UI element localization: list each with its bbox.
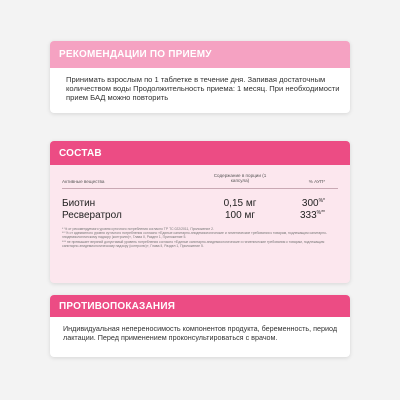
contraindications-card — [50, 295, 350, 357]
ingredient-percent: 300%* — [301, 197, 325, 209]
table-row — [50, 209, 350, 221]
composition-header — [50, 165, 350, 185]
percent-mark: %* — [318, 197, 325, 204]
contraindications-title: ПРОТИВОПОКАЗАНИЯ — [50, 295, 350, 317]
composition-title: СОСТАВ — [50, 141, 350, 165]
col-percent-label: % АУП* — [308, 179, 325, 184]
composition-rows — [50, 189, 350, 221]
composition-card — [50, 141, 350, 283]
col-active-label: Активные вещества — [62, 179, 105, 184]
dosage-card — [50, 41, 350, 113]
ingredient-amount: 0,15 мг — [223, 197, 257, 209]
footnote: *** не превышает верхний допустимый уровень потребления согласно «Единые санитарно-эпидемиологические и гигиенические требования к товарам, подлежащим санитарно-эпидемиологическому надзору (контролю)», Глава II, Раздел 1, Приложение 5. — [62, 239, 325, 248]
dosage-text: Принимать взрослым по 1 таблетке в течение дня. Запивая достаточным количеством воды Продолжительность приема: 1 месяц. При необходимости прием БАД можно повторить — [66, 75, 340, 102]
composition-footnotes — [50, 221, 350, 248]
dosage-title: РЕКОМЕНДАЦИИ ПО ПРИЕМУ — [50, 41, 350, 68]
ingredient-percent: 333%** — [299, 209, 325, 221]
footnote: ** % от адекватного уровня суточного потребления согласно «Единые санитарно-эпидемиологические и гигиенические требования к товарам, подлежащим санитарно-эпидемиологическому надзору (контролю)», Глава II, Раздел 1, Приложение 5. — [62, 231, 328, 240]
percent-mark: %** — [316, 209, 325, 216]
contraindications-text: Индивидуальная непереносимость компонентов продукта, беременность, период лактации. Перед применением проконсультироваться с врачом. — [63, 324, 338, 342]
ingredient-name: Ресвератрол — [62, 209, 122, 221]
ingredient-amount: 100 мг — [225, 209, 255, 221]
table-row — [50, 197, 350, 209]
ingredient-name: Биотин — [62, 197, 96, 209]
footnote: * % от рекомендуемого уровня суточного потребления согласно ТР ТС 022/2011, Приложение 2. — [62, 227, 214, 231]
col-content-label: Содержание в порции (1 капсула) — [213, 173, 267, 184]
